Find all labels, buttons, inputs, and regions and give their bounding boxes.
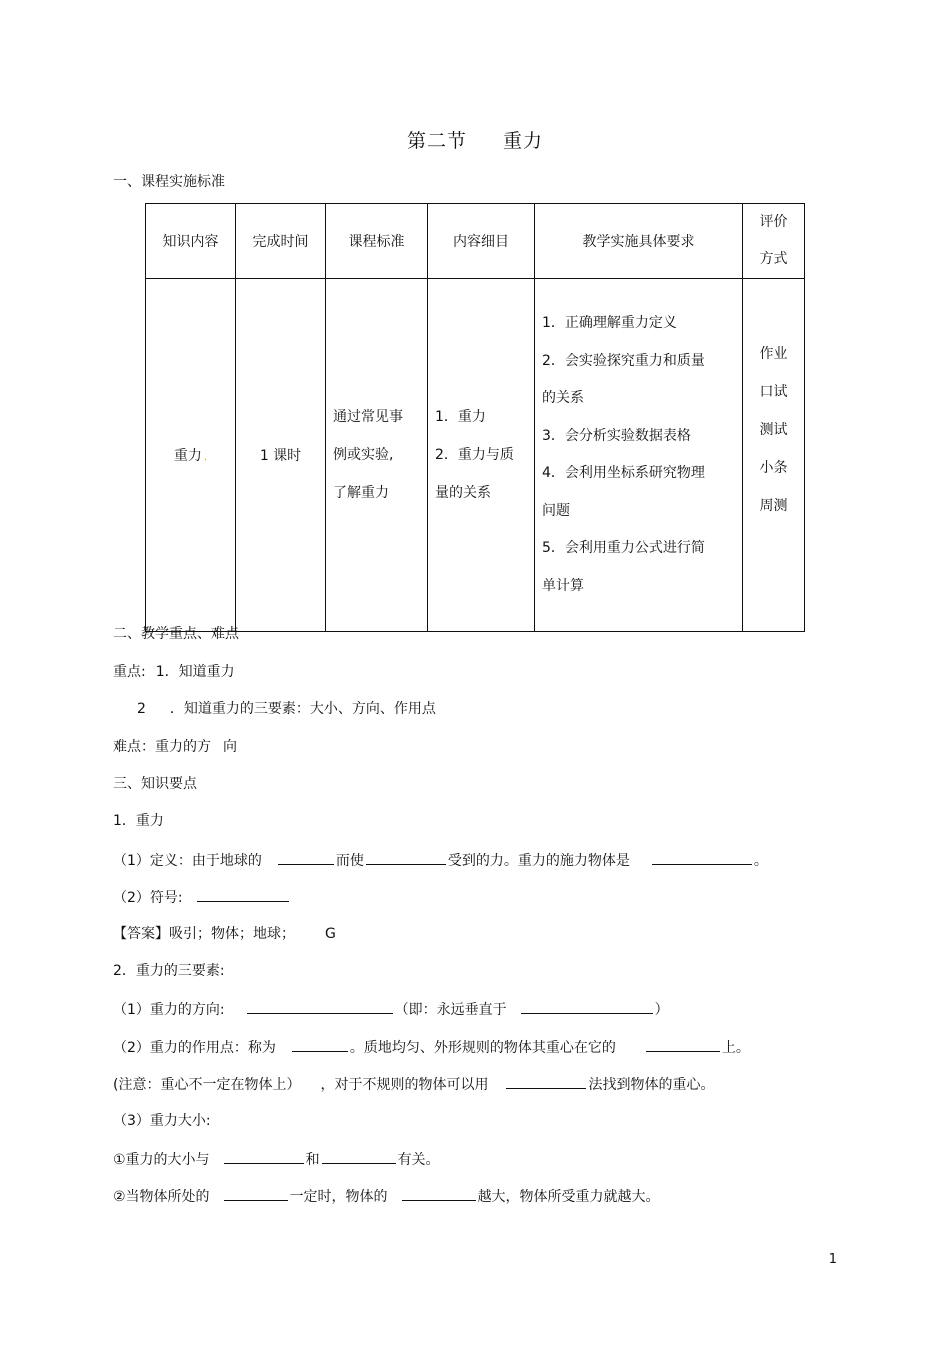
k2-application-point: （2）重力的作用点：称为 。质地均匀、外形规则的物体其重心在它的 上。 [113,1036,750,1058]
fill-blank[interactable] [402,1185,476,1201]
k2-direction: （1）重力的方向: （即：永远垂直于 ） [113,998,669,1020]
header-cell-evaluation: 评价 方式 [743,204,805,279]
k2-heading: 2．重力的三要素: [113,963,225,979]
fill-blank[interactable] [646,1036,720,1052]
header-cell: 完成时间 [236,204,326,279]
section-heading-3: 三、知识要点 [113,776,197,792]
header-cell: 课程标准 [326,204,428,279]
fill-blank[interactable] [506,1073,586,1089]
difficult-point: 难点：重力的方 向 [113,739,237,755]
header-cell: 知识内容 [146,204,236,279]
fill-blank[interactable] [278,849,334,865]
key-point-2: 2 ．知道重力的三要素：大小、方向、作用点 [137,701,436,717]
fill-blank[interactable] [247,998,393,1014]
title-topic: 重力 [503,130,544,152]
fill-blank[interactable] [197,886,289,902]
page-title [0,126,950,153]
cell-requirements: 1．正确理解重力定义 2．会实验探究重力和质量 的关系 3．会分析实验数据表格 4．会利用坐标系研究物理 问题 5．会利用重力公式进行简 单计算 [535,279,743,632]
k1-heading: 1．重力 [113,813,164,829]
k2-size: （3）重力大小: [113,1113,211,1129]
section-heading-1: 一、课程实施标准 [113,174,225,190]
curriculum-table [145,203,805,632]
title-section: 第二节 [406,130,467,152]
fill-blank[interactable] [322,1148,396,1164]
section-heading-2: 二、教学重点、难点 [113,626,239,642]
fill-blank[interactable] [292,1036,348,1052]
cell-details: 1．重力 2．重力与质 量的关系 [428,279,535,632]
cell-standard: 通过常见事 例或实验, 了解重力 [326,279,428,632]
header-cell: 教学实施具体要求 [535,204,743,279]
k1-definition: （1）定义：由于地球的 而使 受到的力。重力的施力物体是 。 [113,849,768,871]
fill-blank[interactable] [224,1185,288,1201]
k2-size-1: ①重力的大小与 和 有关。 [113,1148,440,1170]
fill-blank[interactable] [366,849,446,865]
k1-symbol: （2）符号: [113,886,291,908]
k1-answer: 【答案】吸引；物体；地球； G [113,926,336,942]
k2-size-2: ②当物体所处的 一定时，物体的 越大，物体所受重力就越大。 [113,1185,660,1207]
key-point-1: 重点: 1．知道重力 [113,664,235,680]
fill-blank[interactable] [652,849,752,865]
cell-time: 1 课时 [236,279,326,632]
table-header-row [146,204,805,279]
page-number: 1 [828,1252,837,1267]
cell-evaluation: 作业 口试 测试 小条 周测 [743,279,805,632]
header-cell: 内容细目 [428,204,535,279]
table-row [146,279,805,632]
fill-blank[interactable] [224,1148,304,1164]
k2-note: (注意：重心不一定在物体上） ，对于不规则的物体可以用 法找到物体的重心。 [113,1073,714,1095]
fill-blank[interactable] [521,998,653,1014]
cell-knowledge: 重力 . [146,279,236,632]
